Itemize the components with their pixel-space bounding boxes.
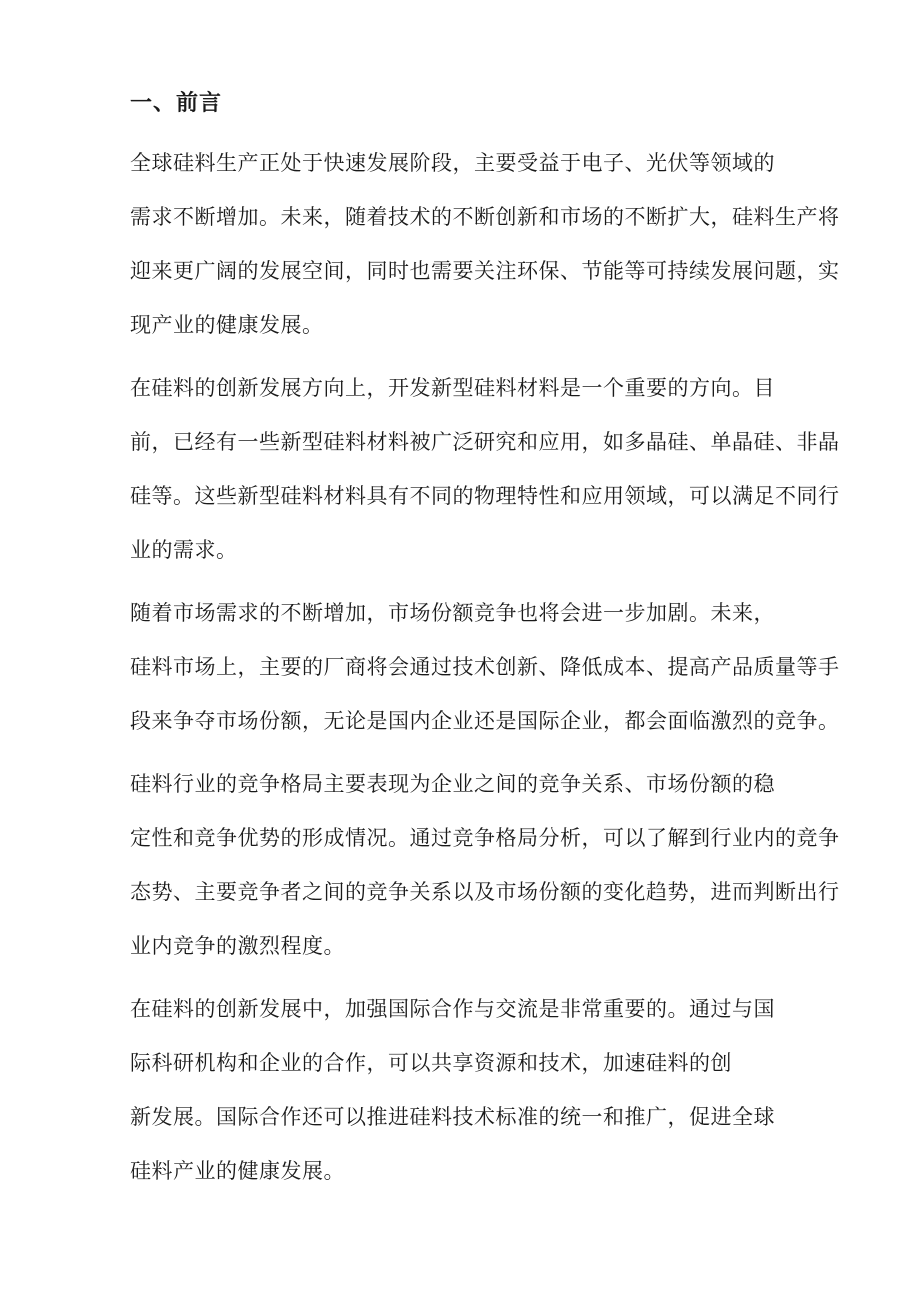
- paragraph-line: 需求不断增加。未来，随着技术的不断创新和市场的不断扩大，硅料生产将: [130, 205, 840, 229]
- paragraph-line: 随着市场需求的不断增加，市场份额竞争也将会进一步加剧。未来，: [130, 601, 775, 625]
- paragraph-5: [80, 982, 840, 1198]
- paragraph-line: 段来争夺市场份额，无论是国内企业还是国际企业，都会面临激烈的竞争。: [130, 709, 840, 733]
- paragraph-1: [80, 136, 840, 352]
- section-heading: 一、前言: [130, 90, 223, 116]
- paragraph-line: 业的需求。: [130, 538, 238, 562]
- paragraph-line: 新发展。国际合作还可以推进硅料技术标准的统一和推广，促进全球: [130, 1105, 775, 1129]
- paragraph-line: 在硅料的创新发展中，加强国际合作与交流是非常重要的。通过与国: [130, 997, 775, 1021]
- paragraph-line: 态势、主要竞争者之间的竞争关系以及市场份额的变化趋势，进而判断出行: [130, 880, 840, 904]
- paragraph-line: 硅等。这些新型硅料材料具有不同的物理特性和应用领域，可以满足不同行: [130, 484, 840, 508]
- paragraph-line: 前，已经有一些新型硅料材料被广泛研究和应用，如多晶硅、单晶硅、非晶: [130, 430, 840, 454]
- paragraph-line: 硅料行业的竞争格局主要表现为企业之间的竞争关系、市场份额的稳: [130, 772, 775, 796]
- paragraph-line: 定性和竞争优势的形成情况。通过竞争格局分析，可以了解到行业内的竞争: [130, 826, 840, 850]
- paragraph-3: [80, 586, 840, 748]
- paragraph-2: [80, 361, 840, 577]
- paragraph-line: 硅料产业的健康发展。: [130, 1159, 345, 1183]
- paragraph-4: [80, 757, 840, 973]
- paragraph-line: 全球硅料生产正处于快速发展阶段，主要受益于电子、光伏等领域的: [130, 151, 775, 175]
- paragraph-line: 在硅料的创新发展方向上，开发新型硅料材料是一个重要的方向。目: [130, 376, 775, 400]
- paragraph-line: 际科研机构和企业的合作，可以共享资源和技术，加速硅料的创: [130, 1051, 732, 1075]
- paragraph-line: 硅料市场上，主要的厂商将会通过技术创新、降低成本、提高产品质量等手: [130, 655, 840, 679]
- paragraph-line: 业内竞争的激烈程度。: [130, 934, 345, 958]
- paragraph-line: 迎来更广阔的发展空间，同时也需要关注环保、节能等可持续发展问题，实: [130, 259, 840, 283]
- paragraph-line: 现产业的健康发展。: [130, 313, 324, 337]
